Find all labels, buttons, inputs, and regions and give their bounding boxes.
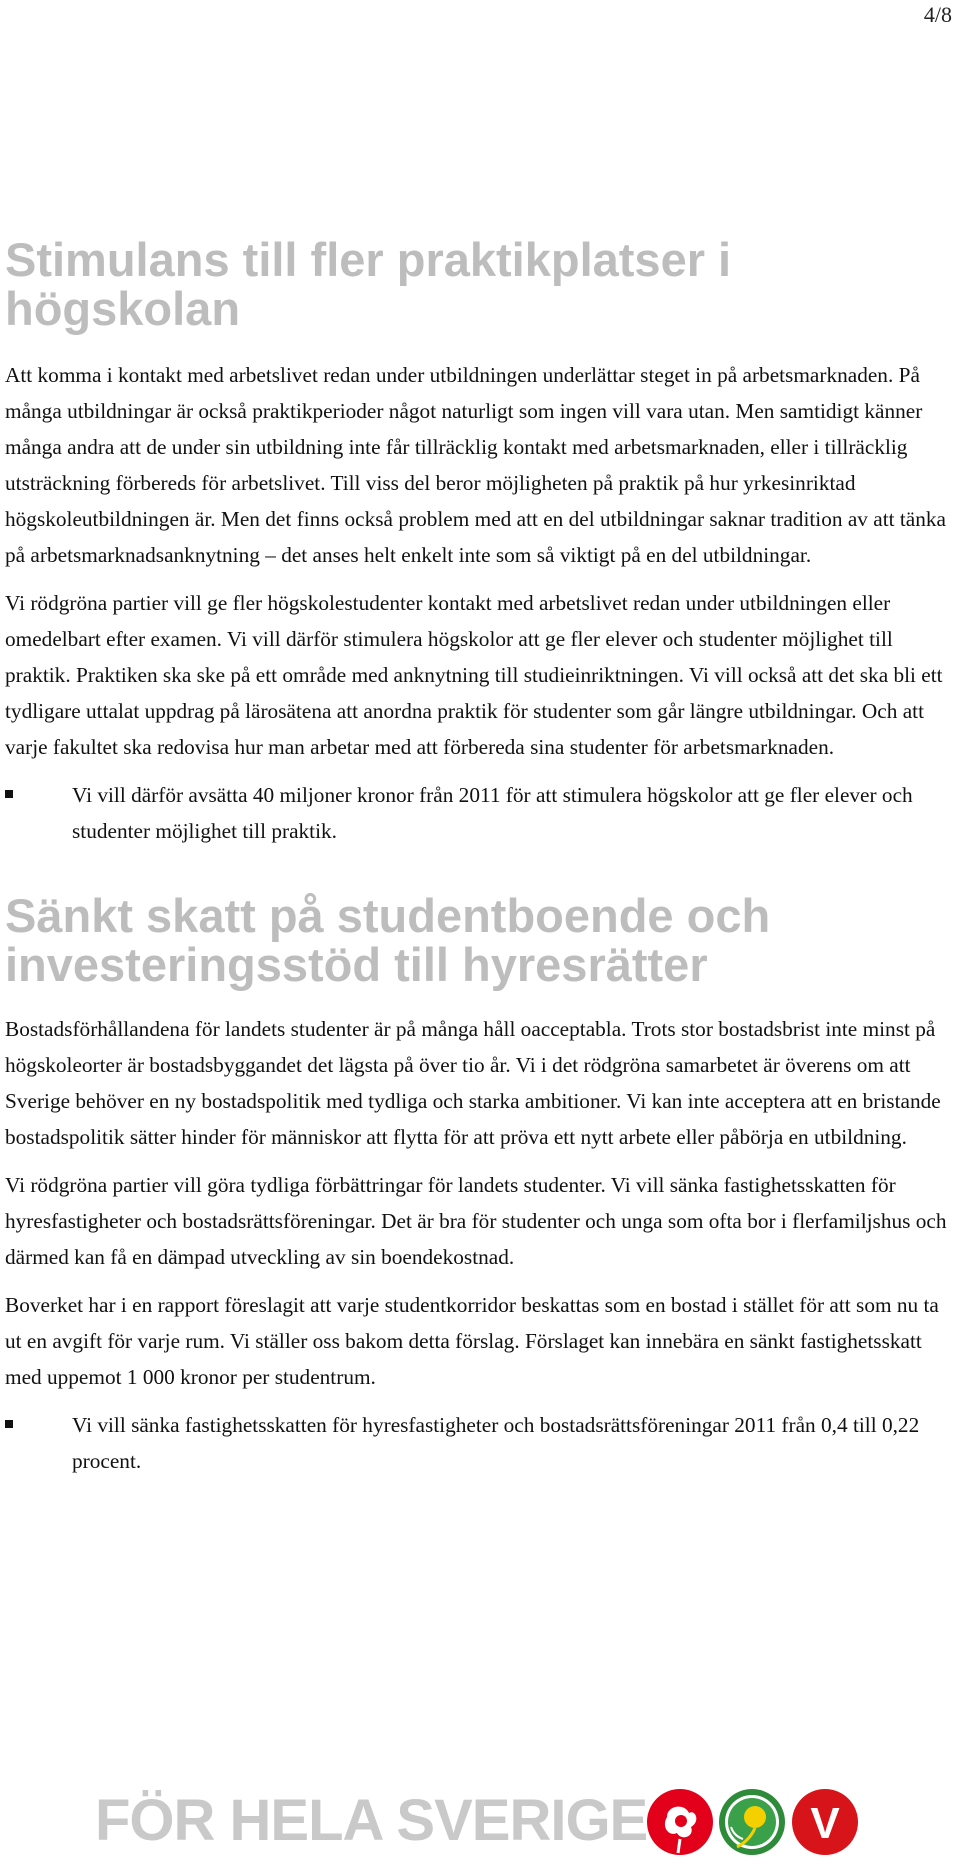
bullet-square-icon bbox=[5, 1420, 13, 1428]
v-logo-letter: V bbox=[810, 1799, 840, 1848]
bullet-text: Vi vill sänka fastighetsskatten för hyresfastigheter och bostadsrättsföreningar 2011 från 0,4 till 0,22 procent. bbox=[72, 1413, 920, 1473]
rose-logo-icon bbox=[645, 1787, 715, 1857]
paragraph: Att komma i kontakt med arbetslivet redan under utbildningen underlättar steget in på arbetsmarknaden. På många utbildningar är också praktikperioder något naturligt som ingen vill vara utan. Men samtidigt känner många andra att de under sin utbildning inte får tillräcklig kontakt med arbetsmarknaden, eller i tillräcklig utsträckning förbereds för arbetslivet. Till viss del beror möjligheten på praktik på hur yrkesinriktad högskoleutbildningen är. Men det finns också problem med att en del utbildningar saknar tradition av att tänka på arbetsmarknadsanknytning – det anses helt enkelt inte som så viktigt på en del utbildningar. bbox=[5, 363, 946, 567]
bullet-square-icon bbox=[5, 790, 13, 798]
footer bbox=[0, 1782, 960, 1865]
document-body bbox=[5, 235, 955, 1479]
page-number: 4/8 bbox=[923, 2, 952, 27]
footer-slogan: FÖR HELA SVERIGE bbox=[95, 1788, 648, 1853]
paragraph: Vi rödgröna partier vill ge fler högskolestudenter kontakt med arbetslivet redan under utbildningen eller omedelbart efter examen. Vi vill därför stimulera högskolor att ge fler elever och studenter möjlighet till praktik. Praktiken ska ske på ett område med anknytning till studieinriktningen. Vi vill också att det ska bli ett tydligare uttalat uppdrag på lärosätena att anordna praktik för studenter som går längre utbildningar. Och att varje fakultet ska redovisa hur man arbetar med att förbereda sina studenter för arbetsmarknaden. bbox=[5, 591, 943, 759]
paragraph: Vi rödgröna partier vill göra tydliga förbättringar för landets studenter. Vi vill sänka fastighetsskatten för hyresfastigheter och bostadsrättsföreningar. Det är bra för studenter och unga som ofta bor i flerfamiljshus och därmed kan få en dämpad utveckling av sin boendekostnad. bbox=[5, 1173, 947, 1269]
dandelion-logo-icon bbox=[717, 1787, 787, 1857]
section-heading-studentboende: Sänkt skatt på studentboende och investeringsstöd till hyresrätter bbox=[5, 889, 771, 991]
bullet-item bbox=[5, 777, 955, 849]
section-heading-praktik: Stimulans till fler praktikplatser i högskolan bbox=[5, 233, 732, 335]
bullet-item bbox=[5, 1407, 955, 1479]
v-logo-icon bbox=[790, 1787, 860, 1857]
bullet-text: Vi vill därför avsätta 40 miljoner kronor från 2011 för att stimulera högskolor att ge fler elever och studenter möjlighet till praktik. bbox=[72, 783, 913, 843]
paragraph: Bostadsförhållandena för landets studenter är på många håll oacceptabla. Trots stor bostadsbrist inte minst på högskoleorter är bostadsbyggandet det lägsta på över tio år. Vi i det rödgröna samarbetet är överens om att Sverige behöver en ny bostadspolitik med tydliga och starka ambitioner. Vi kan inte acceptera att en bristande bostadspolitik sätter hinder för människor att flytta för att pröva ett nytt arbete eller påbörja en utbildning. bbox=[5, 1017, 941, 1149]
paragraph: Boverket har i en rapport föreslagit att varje studentkorridor beskattas som en bostad i stället för att som nu ta ut en avgift för varje rum. Vi ställer oss bakom detta förslag. Förslaget kan innebära en sänkt fastighetsskatt med uppemot 1 000 kronor per studentrum. bbox=[5, 1293, 939, 1389]
